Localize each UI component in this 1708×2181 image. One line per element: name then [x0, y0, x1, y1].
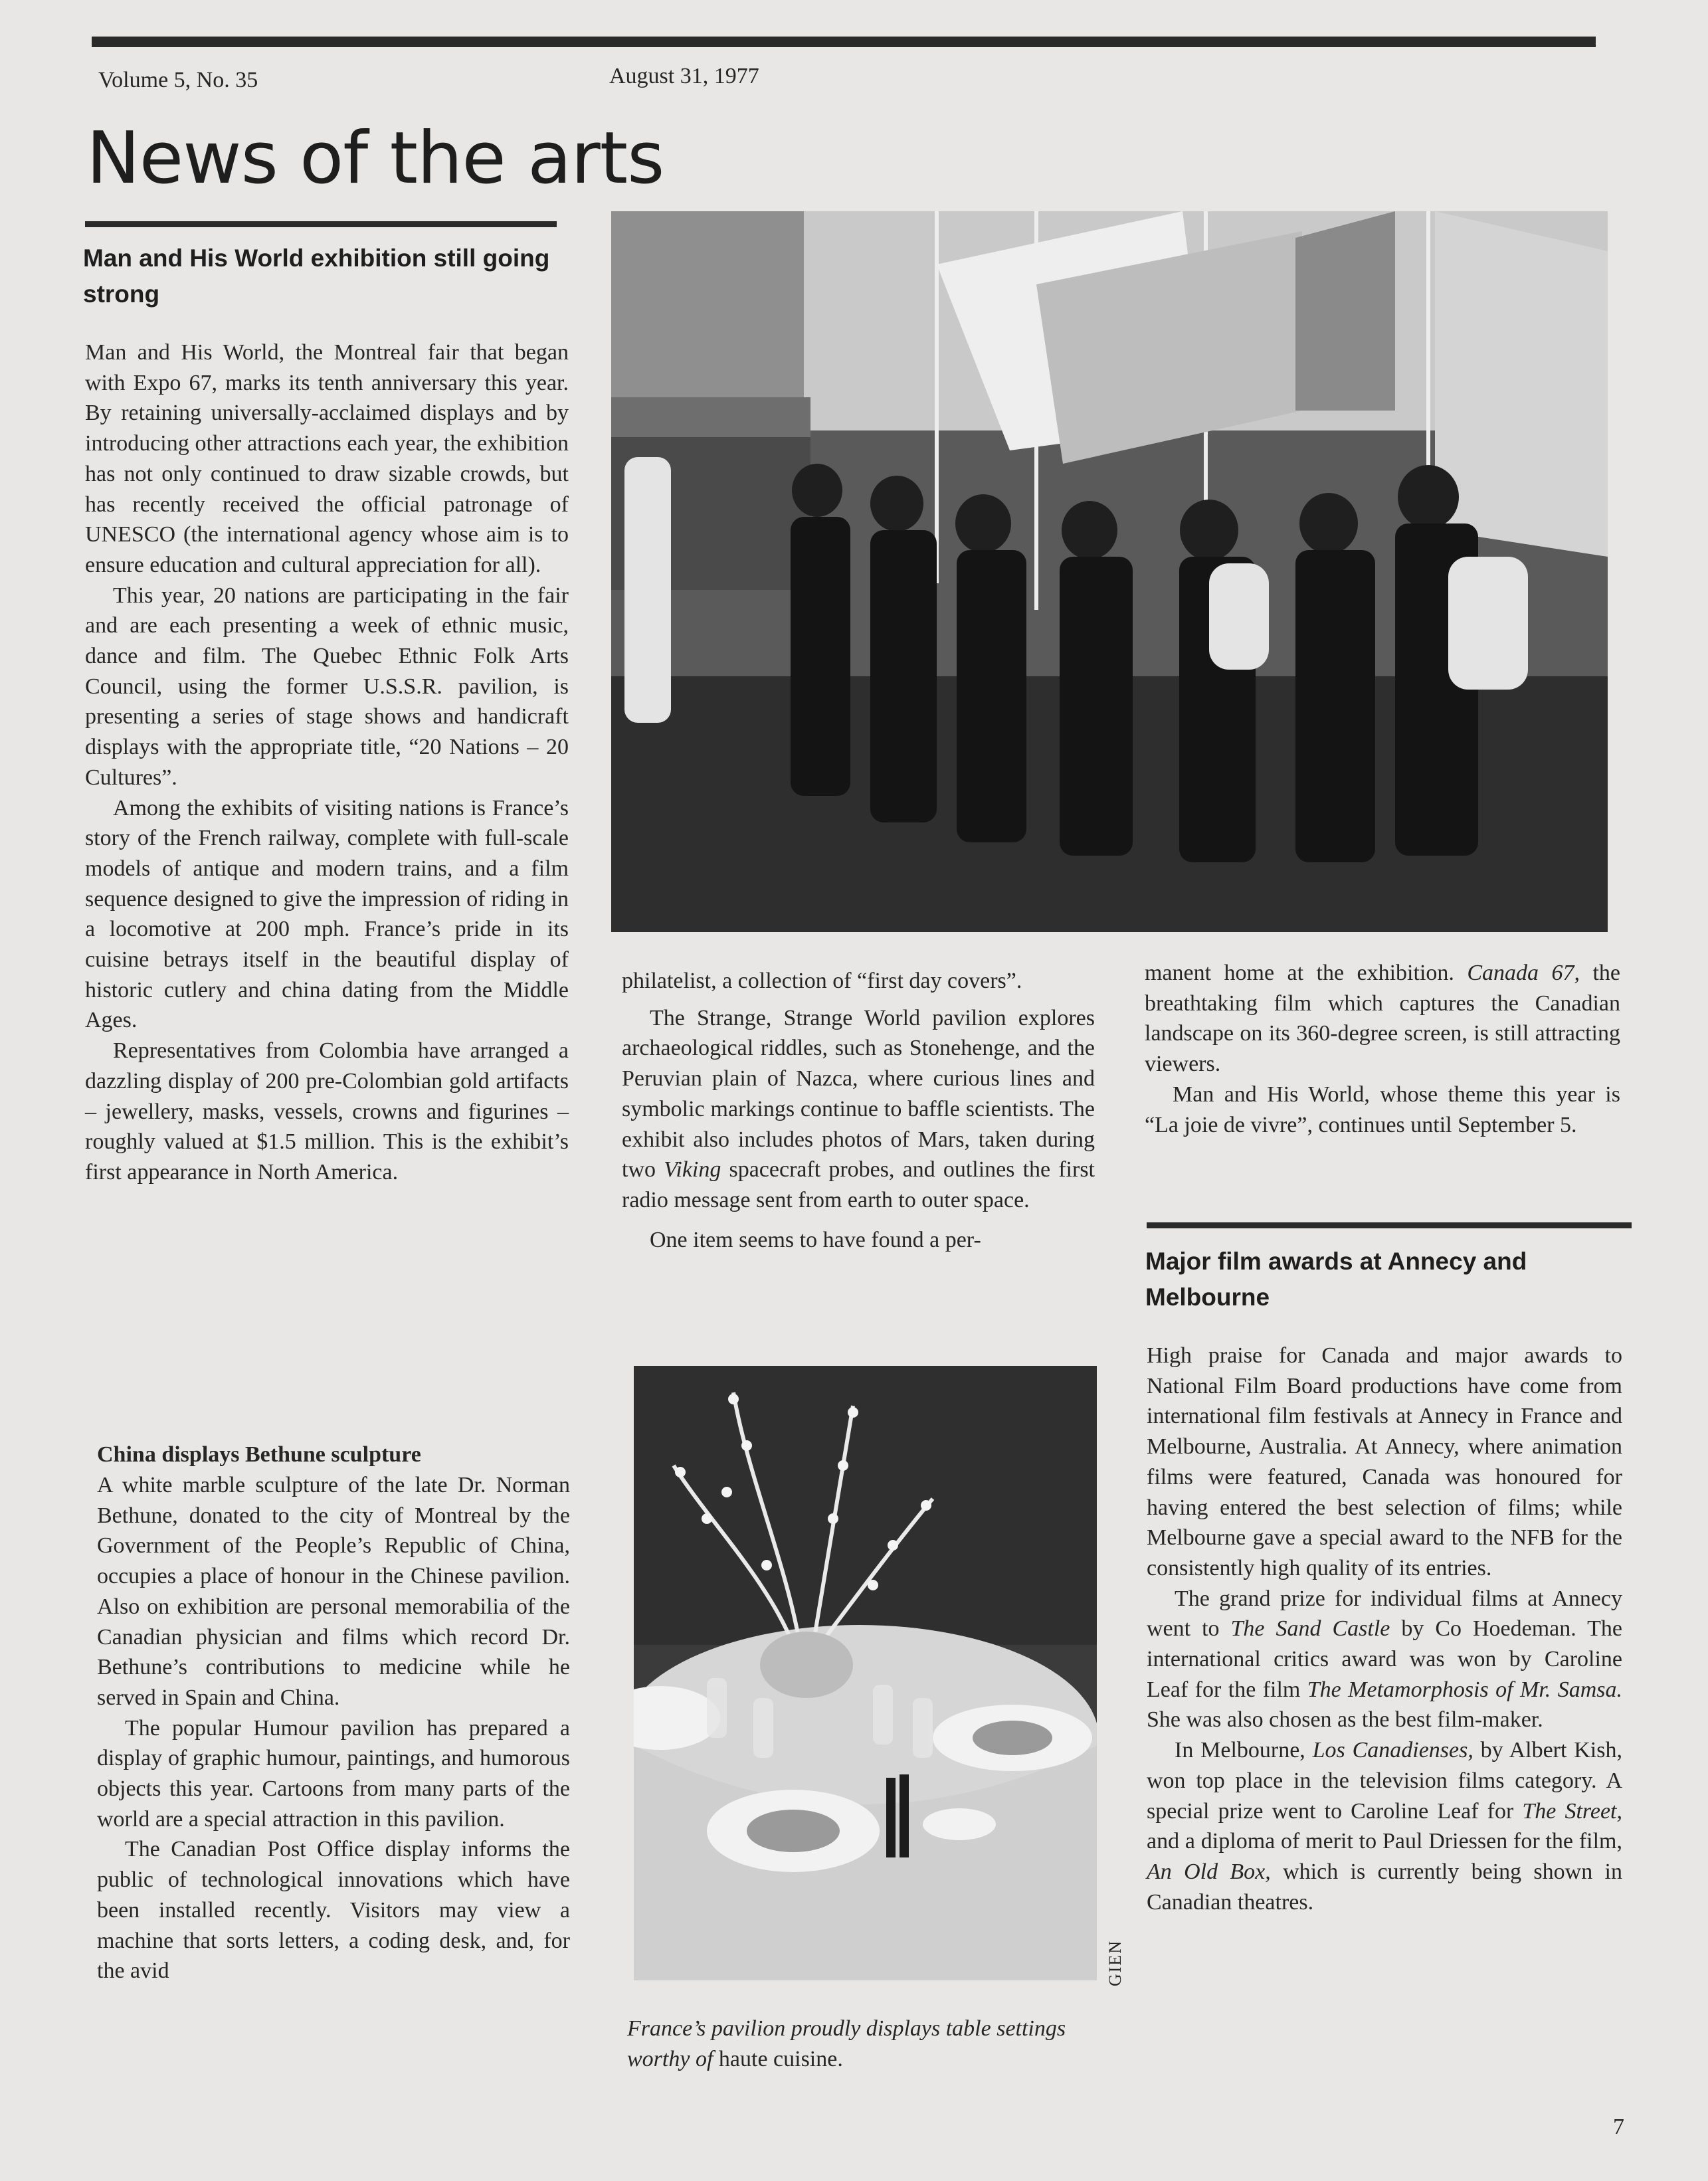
- text-run: In Melbourne,: [1175, 1738, 1313, 1763]
- text-run: by Albert Kish, won top place in the television films category. A special prize went to Caroline Leaf for: [1147, 1738, 1622, 1824]
- paragraph: philatelist, a collection of “first day covers”.: [622, 969, 1022, 993]
- article-body-column-1b: [97, 1470, 570, 1986]
- caption-italic: France’s pavilion proudly displays table settings worthy of: [627, 2016, 1066, 2071]
- text-run: spacecraft probes, and outlines the first radio message sent from earth to outer space.: [622, 1157, 1095, 1212]
- caption-roman: haute cuisine.: [713, 2047, 843, 2071]
- article-body-column-3: [1145, 958, 1620, 1140]
- text-run: The Strange, Strange World pavilion explores archaeological riddles, such as Stonehenge, and the Peruvian plain of Nazca, where curious lines and symbolic markings continue to baffle scientists. The exhibit also includes photos of Mars, taken during two: [622, 1005, 1095, 1183]
- text-run: by Co Hoedeman. The international critics award was won by Caroline Leaf for the film: [1147, 1616, 1622, 1702]
- article-headline: Man and His World exhibition still going strong: [83, 244, 550, 308]
- paragraph: Representatives from Colombia have arranged a dazzling display of 200 pre-Colombian gold artifacts – jewellery, masks, vessels, crowns and figurines – roughly valued at $1.5 million. This is the exhibit’s first appearance in North America.: [85, 1038, 569, 1185]
- paragraph: [1145, 958, 1620, 1080]
- paragraph: The popular Humour pavilion has prepared a display of graphic humour, paintings, and humorous objects this year. Cartoons from many parts of the world are a special attraction in this pavilion.: [97, 1715, 570, 1832]
- paragraph: One item seems to have found a per-: [650, 1227, 981, 1252]
- text-run: and a diploma of merit to Paul Driessen for the film,: [1147, 1829, 1622, 1854]
- article-headline: Major film awards at Annecy and Melbourne: [1145, 1248, 1527, 1311]
- paragraph: [1147, 1735, 1622, 1917]
- article-body-column-3b: [1147, 1341, 1622, 1917]
- subhead: China displays Bethune sculpture: [97, 1442, 421, 1467]
- text-run: which is currently being shown in Canadian theatres.: [1147, 1859, 1622, 1915]
- italic-run: Canada 67,: [1467, 961, 1580, 985]
- paragraph: High praise for Canada and major awards to National Film Board productions have come from international film festivals at Annecy in France and Melbourne, Australia. At Annecy, where animation films were featured, Canada was honoured for having entered the best selection of films; while Melbourne gave a special award to the NFB for the consistently high quality of its entries.: [1147, 1343, 1622, 1580]
- section-title: News of the arts: [86, 117, 664, 200]
- paragraph: The Canadian Post Office display informs the public of technological innovations which have been installed recently. Visitors may view a machine that sorts letters, a coding desk, and, for the avid: [97, 1837, 570, 1984]
- column-rule: [85, 221, 557, 227]
- italic-run: Los Canadienses,: [1312, 1738, 1473, 1763]
- column-rule: [1147, 1222, 1632, 1228]
- top-rule: [92, 37, 1596, 47]
- text-run: the breathtaking film which captures the Canadian landscape on its 360-degree screen, is still attracting viewers.: [1145, 961, 1620, 1077]
- table-settings-photo: [634, 1366, 1097, 1980]
- paragraph: Man and His World, the Montreal fair that began with Expo 67, marks its tenth anniversary this year. By retaining universally-acclaimed displays and by introducing other attractions each year, the exhibition has not only continued to draw sizable crowds, but has recently received the official patronage of UNESCO (the international agency whose aim is to ensure education and cultural appreciation for all).: [85, 340, 569, 577]
- italic-run: The Sand Castle: [1230, 1616, 1390, 1642]
- paragraph: Among the exhibits of visiting nations is France’s story of the French railway, complete with full-scale models of antique and modern trains, and a film sequence designed to give the impression of riding in a locomotive at 200 mph. France’s pride in its cuisine betrays itself in the beautiful display of historic cutlery and china dating from the Middle Ages.: [85, 795, 569, 1033]
- italic-run: The Street,: [1522, 1798, 1623, 1824]
- paragraph: [1147, 1584, 1622, 1736]
- photo-credit: GIEN: [1105, 1939, 1125, 1986]
- paragraph: Man and His World, whose theme this year is “La joie de vivre”, continues until September 5.: [1145, 1082, 1620, 1137]
- volume-number: Volume 5, No. 35: [98, 68, 258, 92]
- folk-dancers-illustration: [611, 211, 1608, 932]
- paragraph: This year, 20 nations are participating in the fair and are each presenting a week of ethnic music, dance and film. The Quebec Ethnic Folk Arts Council, using the former U.S.S.R. pavilion, is presenting a series of stage shows and handicraft displays with the appropriate title, “20 Nations – 20 Cultures”.: [85, 583, 569, 790]
- article-body-column-2: [622, 966, 1095, 1255]
- text-run: manent home at the exhibition.: [1145, 961, 1468, 985]
- paragraph: A white marble sculpture of the late Dr. Norman Bethune, donated to the city of Montreal by the Government of the People’s Republic of China, occupies a place of honour in the Chinese pavilion. Also on exhibition are personal memorabilia of the Canadian physician and films which record Dr. Bethune’s contributions to medicine while he served in Spain and China.: [97, 1473, 570, 1710]
- italic-run: An Old Box,: [1147, 1859, 1271, 1884]
- article-body-column-1: [85, 337, 569, 1188]
- issue-date: August 31, 1977: [609, 64, 759, 88]
- italic-run: The Metamorphosis of Mr. Samsa.: [1307, 1677, 1622, 1702]
- italic-run: Viking: [664, 1157, 721, 1183]
- text-run: She was also chosen as the best film-maker.: [1147, 1707, 1543, 1733]
- table-settings-illustration: [634, 1366, 1097, 1980]
- paragraph: [622, 1003, 1095, 1216]
- photo-caption: [627, 2014, 1105, 2075]
- text-run: The grand prize for individual films at Annecy went to: [1147, 1586, 1622, 1642]
- page-number: 7: [1613, 2115, 1624, 2139]
- folk-dancers-photo: [611, 211, 1608, 932]
